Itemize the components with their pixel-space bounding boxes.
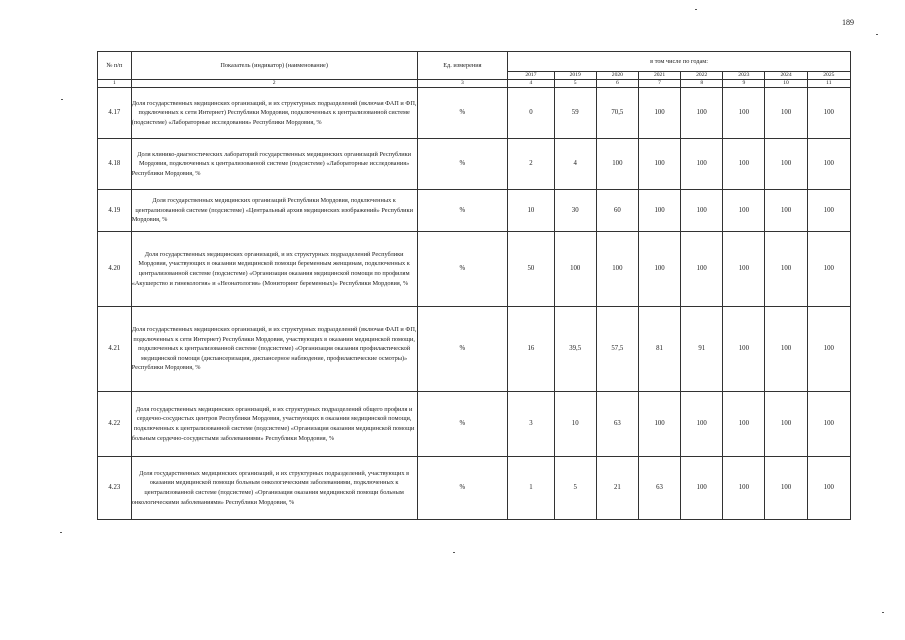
row-number: 4.20 [98, 232, 132, 307]
table-row [98, 307, 851, 392]
row-value: 39,5 [554, 307, 596, 392]
table-row [98, 190, 851, 232]
column-number: 2 [131, 80, 417, 88]
row-value: 100 [765, 457, 807, 520]
column-number: 9 [723, 80, 765, 88]
row-value: 81 [638, 307, 680, 392]
year-header: 2021 [638, 72, 680, 80]
row-indicator-text: Доля клинико-диагностических лабораторий государственных медицинских организаций Республики Мордовия, подключенных к централизованной системе (подсистеме) «Лабораторные исследования» Республики Мордовия, % [131, 139, 417, 190]
row-value: 100 [807, 88, 850, 139]
row-unit: % [417, 190, 508, 232]
table-row [98, 139, 851, 190]
year-header: 2024 [765, 72, 807, 80]
row-value: 21 [596, 457, 638, 520]
row-indicator-text: Доля государственных медицинских организаций Республики Мордовия, подключенных к централизованной системе (подсистеме) «Центральный архив медицинских изображений» Республики Мордовия, % [131, 190, 417, 232]
row-value: 100 [765, 392, 807, 457]
row-unit: % [417, 307, 508, 392]
row-number: 4.18 [98, 139, 132, 190]
row-value: 100 [765, 307, 807, 392]
year-header: 2022 [681, 72, 723, 80]
row-value: 100 [596, 139, 638, 190]
row-indicator-text: Доля государственных медицинских организаций, и их структурных подразделений (включая ФАП и ФП, подключенных к сети Интернет) Республики Мордовия, подключенных к централизованной системе (подсистеме) «Лабораторные исследования» Республики Мордовия, % [131, 88, 417, 139]
row-value: 100 [765, 232, 807, 307]
row-value: 100 [681, 232, 723, 307]
column-number: 3 [417, 80, 508, 88]
row-value: 100 [681, 457, 723, 520]
row-value: 100 [681, 139, 723, 190]
row-value: 100 [638, 190, 680, 232]
row-number: 4.23 [98, 457, 132, 520]
scan-speck [876, 34, 878, 35]
row-value: 50 [508, 232, 554, 307]
column-number: 10 [765, 80, 807, 88]
scan-speck [882, 612, 884, 613]
row-unit: % [417, 88, 508, 139]
row-unit: % [417, 139, 508, 190]
row-value: 3 [508, 392, 554, 457]
column-number: 11 [807, 80, 850, 88]
column-numbers-row [98, 80, 851, 88]
row-number: 4.17 [98, 88, 132, 139]
row-value: 100 [681, 88, 723, 139]
year-header: 2023 [723, 72, 765, 80]
row-value: 100 [723, 307, 765, 392]
row-value: 100 [638, 392, 680, 457]
table-row [98, 232, 851, 307]
table-row [98, 88, 851, 139]
row-indicator-text: Доля государственных медицинских организаций, и их структурных подразделений (включая ФАП и ФП, подключенных к сети Интернет) Республики Мордовия, участвующих в оказании медицинской помощи, подключенных к централизованной системе (подсистеме) «Организация оказания профилактической медицинской помощи (диспансеризация, диспансерное наблюдение, профилактические осмотры)» Республики Мордовия, % [131, 307, 417, 392]
row-value: 59 [554, 88, 596, 139]
column-number: 1 [98, 80, 132, 88]
row-value: 63 [596, 392, 638, 457]
row-value: 100 [723, 88, 765, 139]
column-number: 5 [554, 80, 596, 88]
row-value: 100 [765, 139, 807, 190]
row-value: 100 [723, 232, 765, 307]
row-number: 4.19 [98, 190, 132, 232]
row-unit: % [417, 457, 508, 520]
row-value: 100 [638, 88, 680, 139]
row-value: 100 [638, 232, 680, 307]
table-row [98, 457, 851, 520]
row-value: 63 [638, 457, 680, 520]
row-indicator-text: Доля государственных медицинских организаций, и их структурных подразделений общего профиля и сердечно-сосудистых центров Республики Мордовия, участвующих в оказании медицинской помощи, подключенных к централизованной системе (подсистеме) «Организация оказания медицинской помощи больным сердечно-сосудистыми заболеваниями» Республики Мордовия, % [131, 392, 417, 457]
row-value: 100 [681, 190, 723, 232]
row-value: 100 [596, 232, 638, 307]
row-value: 91 [681, 307, 723, 392]
row-value: 100 [723, 190, 765, 232]
row-value: 100 [765, 190, 807, 232]
row-value: 4 [554, 139, 596, 190]
header-num: № п/п [98, 52, 132, 80]
year-header: 2025 [807, 72, 850, 80]
column-number: 7 [638, 80, 680, 88]
column-number: 4 [508, 80, 554, 88]
row-value: 60 [596, 190, 638, 232]
header-unit: Ед. измерения [417, 52, 508, 80]
scan-speck [61, 99, 63, 100]
row-value: 16 [508, 307, 554, 392]
header-years-group: в том числе по годам: [508, 52, 851, 72]
year-header: 2019 [554, 72, 596, 80]
row-value: 70,5 [596, 88, 638, 139]
row-value: 5 [554, 457, 596, 520]
row-indicator-text: Доля государственных медицинских организаций, и их структурных подразделений Республики Мордовия, участвующих в оказании медицинской помощи беременным женщинам, подключенных к централизованной системе (подсистеме) «Организация оказания медицинской помощи по профилям «Акушерство и гинекология» и «Неонатология» (Мониторинг беременных)» Республики Мордовия, % [131, 232, 417, 307]
column-number: 6 [596, 80, 638, 88]
row-value: 100 [807, 190, 850, 232]
row-value: 57,5 [596, 307, 638, 392]
row-value: 100 [723, 392, 765, 457]
year-header: 2020 [596, 72, 638, 80]
indicators-table [97, 51, 851, 520]
page-number: 189 [842, 18, 854, 27]
row-value: 10 [508, 190, 554, 232]
row-value: 10 [554, 392, 596, 457]
scan-speck [695, 9, 697, 10]
row-value: 100 [723, 139, 765, 190]
column-number: 8 [681, 80, 723, 88]
row-value: 100 [765, 88, 807, 139]
row-value: 0 [508, 88, 554, 139]
header-indicator: Показатель (индикатор) (наименование) [131, 52, 417, 80]
row-value: 100 [723, 457, 765, 520]
row-value: 100 [638, 139, 680, 190]
row-value: 100 [807, 139, 850, 190]
row-value: 100 [807, 457, 850, 520]
row-unit: % [417, 392, 508, 457]
row-value: 100 [554, 232, 596, 307]
row-value: 100 [681, 392, 723, 457]
row-value: 100 [807, 392, 850, 457]
scan-speck [60, 532, 62, 533]
row-value: 2 [508, 139, 554, 190]
table-row [98, 392, 851, 457]
row-unit: % [417, 232, 508, 307]
row-value: 100 [807, 307, 850, 392]
row-number: 4.22 [98, 392, 132, 457]
row-value: 100 [807, 232, 850, 307]
scan-speck [453, 552, 455, 553]
row-indicator-text: Доля государственных медицинских организаций, и их структурных подразделений, участвующих в оказании медицинской помощи больным онкологическими заболеваниями, подключенных к централизованной системе (подсистеме) «Организация оказания медицинской помощи больным онкологическими заболеваниями» Республики Мордовия, % [131, 457, 417, 520]
year-header: 2017 [508, 72, 554, 80]
row-value: 30 [554, 190, 596, 232]
row-value: 1 [508, 457, 554, 520]
row-number: 4.21 [98, 307, 132, 392]
